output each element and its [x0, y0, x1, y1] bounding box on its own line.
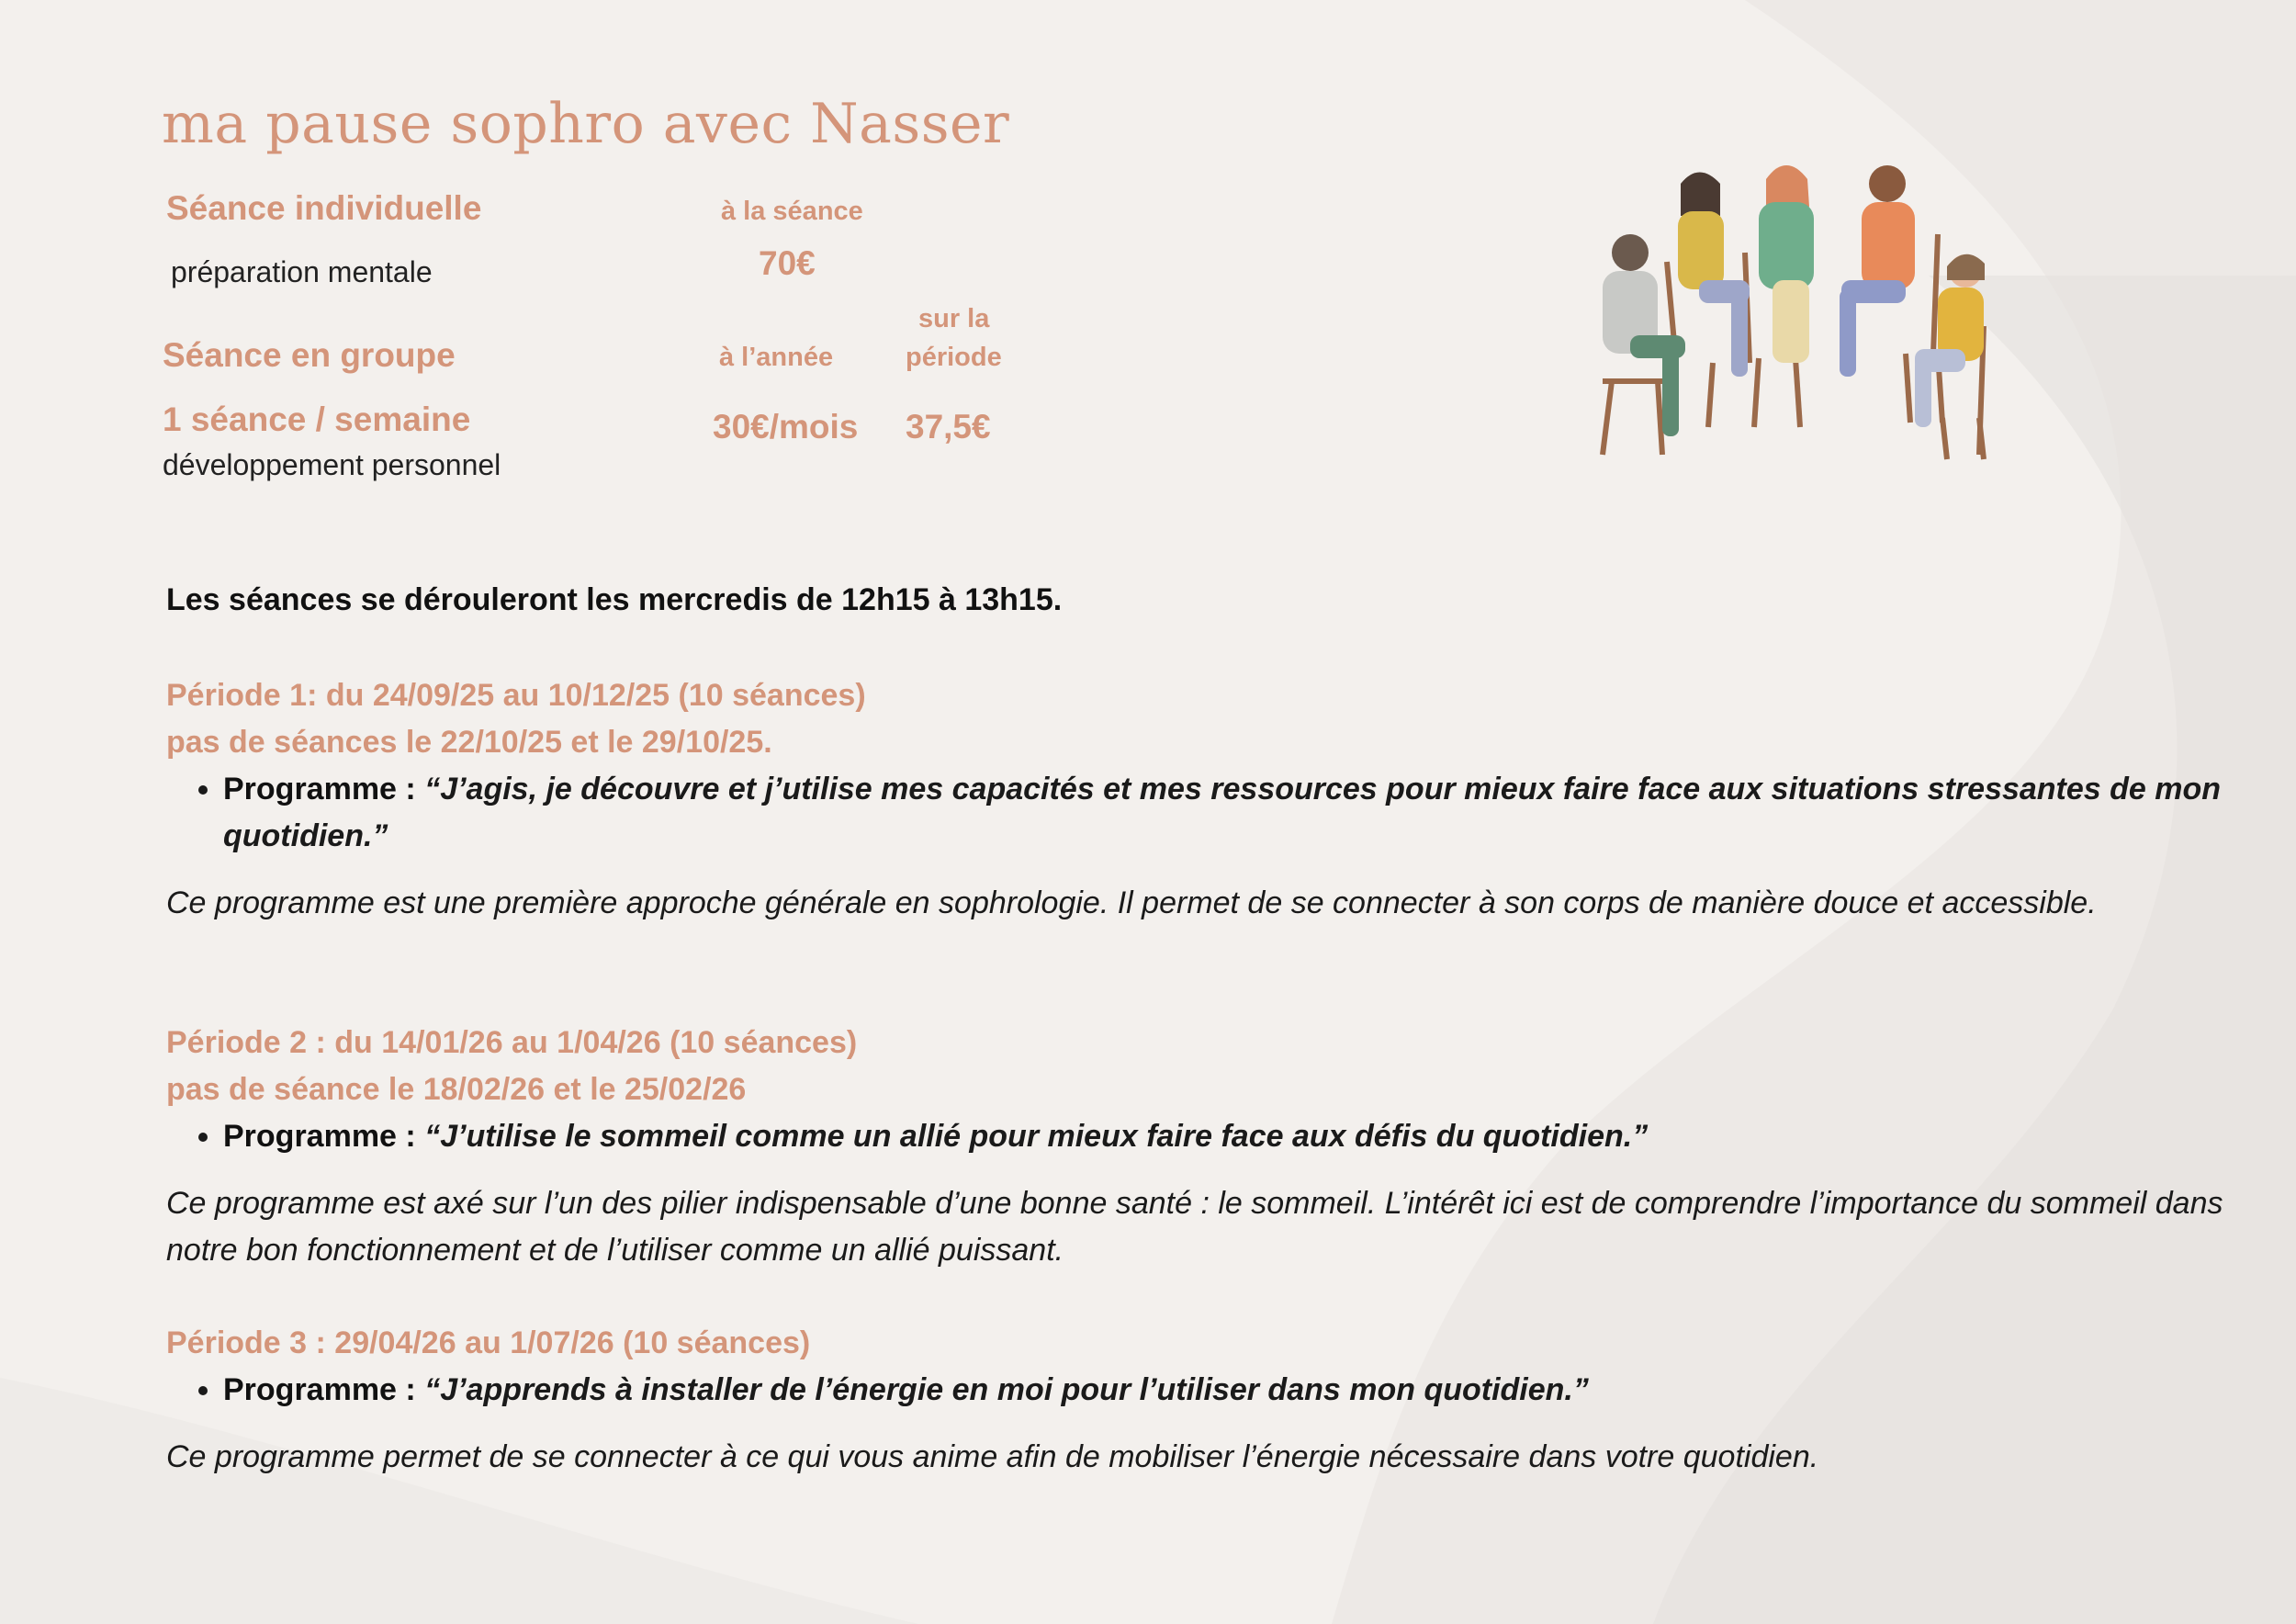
individual-session-label: Séance individuelle	[166, 189, 482, 227]
period-1-description: Ce programme est une première approche générale en sophrologie. Il permet de se connecter à son corps de manière douce et accessible.	[166, 885, 2097, 920]
period-3-description: Ce programme permet de se connecter à ce qui vous anime afin de mobiliser l’énergie nécessaire dans votre quotidien.	[166, 1439, 1819, 1474]
period-3-program: • Programme : “J’apprends à installer de l’énergie en moi pour l’utiliser dans mon quotidien.”	[223, 1367, 2223, 1414]
period-3-section	[166, 1320, 2223, 1481]
year-header: à l’année	[719, 343, 834, 372]
period-2-program-list	[166, 1113, 2223, 1160]
period-price: 37,5€	[906, 408, 991, 445]
period-2-section	[166, 1020, 2223, 1274]
period-1-title: Période 1: du 24/09/25 au 10/12/25 (10 séances)	[166, 678, 866, 713]
group-circle-illustration	[1575, 152, 2007, 464]
year-price: 30€/mois	[713, 408, 859, 445]
period-3-program-list	[166, 1367, 2223, 1414]
period-header-line1: sur la	[918, 304, 990, 333]
page-title: ma pause sophro avec Nasser	[162, 92, 1010, 156]
individual-session-subtitle: préparation mentale	[171, 255, 433, 288]
period-2-program: • Programme : “J’utilise le sommeil comme un allié pour mieux faire face aux défis du quotidien.”	[223, 1113, 2223, 1160]
period-1-program: • Programme : “J’agis, je découvre et j’utilise mes capacités et mes ressources pour mieux faire face aux situations stressantes de mon quotidien.”	[223, 766, 2223, 860]
schedule-text: Les séances se dérouleront les mercredis de 12h15 à 13h15.	[166, 582, 1063, 617]
per-session-header: à la séance	[721, 197, 863, 226]
period-2-title: Période 2 : du 14/01/26 au 1/04/26 (10 séances)	[166, 1025, 858, 1060]
group-session-subtitle: développement personnel	[163, 448, 501, 481]
period-1-section	[166, 672, 2223, 927]
group-frequency: 1 séance / semaine	[163, 400, 471, 438]
period-header-line2: période	[906, 343, 1002, 372]
period-3-title: Période 3 : 29/04/26 au 1/07/26 (10 séances)	[166, 1325, 811, 1360]
period-1-note: pas de séances le 22/10/25 et le 29/10/25.	[166, 725, 772, 760]
per-session-price: 70€	[759, 244, 816, 282]
group-session-label: Séance en groupe	[163, 336, 456, 374]
period-1-program-list	[166, 766, 2223, 860]
period-2-note: pas de séance le 18/02/26 et le 25/02/26	[166, 1072, 747, 1107]
period-2-description: Ce programme est axé sur l’un des pilier indispensable d’une bonne santé : le sommeil. L’intérêt ici est de comprendre l’importance du sommeil dans notre bon fonctionnement et de l’utiliser comme un allié puissant.	[166, 1186, 2223, 1268]
